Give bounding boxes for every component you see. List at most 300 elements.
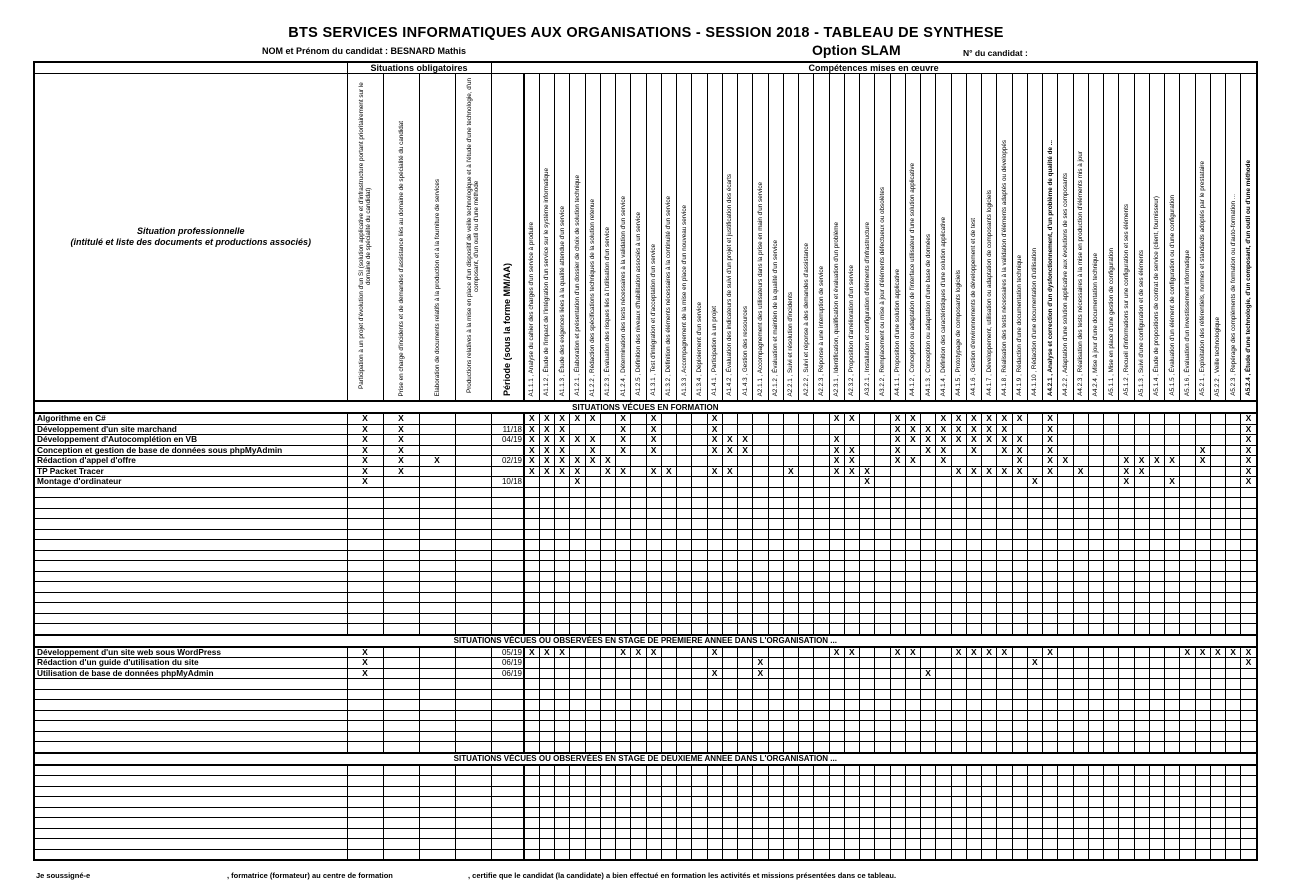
competence-cell[interactable]	[860, 435, 875, 446]
competence-cell[interactable]	[905, 668, 920, 679]
competence-cell[interactable]	[799, 786, 814, 797]
competence-cell[interactable]	[600, 435, 615, 446]
competence-cell[interactable]	[997, 721, 1012, 732]
competence-cell[interactable]	[1073, 508, 1088, 519]
competence-cell[interactable]	[753, 582, 768, 593]
competence-cell[interactable]	[600, 828, 615, 839]
competence-cell[interactable]	[783, 435, 798, 446]
competence-cell[interactable]	[1058, 508, 1073, 519]
competence-cell[interactable]	[1119, 658, 1134, 669]
competence-cell[interactable]	[661, 786, 676, 797]
period-cell[interactable]: 06/19	[491, 668, 524, 679]
competence-cell[interactable]	[875, 571, 890, 582]
competence-cell[interactable]	[539, 742, 554, 753]
competence-cell[interactable]	[1119, 435, 1134, 446]
competence-cell[interactable]	[799, 487, 814, 498]
competence-cell[interactable]	[1134, 776, 1149, 787]
competence-cell[interactable]	[1073, 828, 1088, 839]
competence-cell[interactable]	[982, 742, 997, 753]
competence-cell[interactable]	[692, 721, 707, 732]
situation-cell[interactable]	[455, 849, 491, 860]
competence-cell[interactable]	[814, 477, 829, 488]
competence-cell[interactable]	[936, 540, 951, 551]
competence-cell[interactable]	[738, 786, 753, 797]
competence-cell[interactable]	[1134, 487, 1149, 498]
competence-cell[interactable]	[600, 529, 615, 540]
competence-cell[interactable]	[585, 839, 600, 850]
competence-cell[interactable]	[1241, 571, 1257, 582]
competence-cell[interactable]: X	[951, 424, 966, 435]
competence-cell[interactable]	[1180, 571, 1195, 582]
competence-cell[interactable]	[753, 776, 768, 787]
competence-cell[interactable]	[799, 689, 814, 700]
competence-cell[interactable]	[783, 786, 798, 797]
competence-cell[interactable]	[631, 807, 646, 818]
competence-cell[interactable]	[1073, 786, 1088, 797]
competence-cell[interactable]	[890, 765, 905, 776]
competence-cell[interactable]: X	[722, 445, 737, 456]
situation-cell[interactable]	[455, 508, 491, 519]
competence-cell[interactable]	[814, 613, 829, 624]
competence-cell[interactable]	[860, 582, 875, 593]
competence-cell[interactable]	[951, 742, 966, 753]
competence-cell[interactable]	[722, 508, 737, 519]
situation-cell[interactable]	[455, 689, 491, 700]
competence-cell[interactable]	[814, 508, 829, 519]
competence-cell[interactable]	[707, 592, 722, 603]
competence-cell[interactable]	[814, 435, 829, 446]
competence-cell[interactable]	[1241, 498, 1257, 509]
competence-cell[interactable]	[997, 818, 1012, 829]
competence-cell[interactable]	[814, 529, 829, 540]
competence-cell[interactable]	[905, 828, 920, 839]
competence-cell[interactable]	[966, 624, 981, 635]
competence-cell[interactable]	[1241, 849, 1257, 860]
competence-cell[interactable]	[997, 477, 1012, 488]
competence-cell[interactable]	[1058, 807, 1073, 818]
competence-cell[interactable]	[1027, 721, 1042, 732]
competence-cell[interactable]: X	[1241, 456, 1257, 467]
competence-cell[interactable]	[570, 519, 585, 530]
competence-cell[interactable]	[844, 765, 859, 776]
situation-cell[interactable]	[419, 613, 455, 624]
competence-cell[interactable]	[1058, 849, 1073, 860]
competence-cell[interactable]	[1134, 721, 1149, 732]
competence-cell[interactable]	[799, 624, 814, 635]
competence-cell[interactable]: X	[951, 647, 966, 658]
competence-cell[interactable]	[1210, 592, 1225, 603]
competence-cell[interactable]	[524, 550, 539, 561]
competence-cell[interactable]	[1149, 445, 1164, 456]
competence-cell[interactable]	[1104, 529, 1119, 540]
situation-cell[interactable]	[419, 765, 455, 776]
situation-cell[interactable]	[455, 561, 491, 572]
competence-cell[interactable]	[921, 466, 936, 477]
competence-cell[interactable]	[1119, 540, 1134, 551]
competence-cell[interactable]	[875, 519, 890, 530]
competence-cell[interactable]	[1180, 424, 1195, 435]
competence-cell[interactable]	[1149, 424, 1164, 435]
period-cell[interactable]: 06/19	[491, 658, 524, 669]
competence-cell[interactable]	[829, 807, 844, 818]
competence-cell[interactable]	[890, 529, 905, 540]
competence-cell[interactable]	[1195, 797, 1210, 808]
competence-cell[interactable]	[936, 624, 951, 635]
competence-cell[interactable]	[539, 689, 554, 700]
competence-cell[interactable]	[707, 721, 722, 732]
competence-cell[interactable]	[890, 519, 905, 530]
competence-cell[interactable]: X	[905, 413, 920, 424]
competence-cell[interactable]: X	[1027, 658, 1042, 669]
competence-cell[interactable]	[600, 765, 615, 776]
competence-cell[interactable]	[1012, 477, 1027, 488]
competence-cell[interactable]	[1104, 721, 1119, 732]
competence-cell[interactable]	[600, 797, 615, 808]
competence-cell[interactable]	[1195, 624, 1210, 635]
competence-cell[interactable]: X	[616, 413, 631, 424]
competence-cell[interactable]	[661, 445, 676, 456]
competence-cell[interactable]	[966, 508, 981, 519]
period-cell[interactable]	[491, 828, 524, 839]
competence-cell[interactable]	[555, 731, 570, 742]
competence-cell[interactable]	[692, 786, 707, 797]
competence-cell[interactable]	[616, 786, 631, 797]
competence-cell[interactable]	[799, 776, 814, 787]
competence-cell[interactable]: X	[844, 445, 859, 456]
competence-cell[interactable]	[844, 540, 859, 551]
situation-cell[interactable]	[419, 477, 455, 488]
competence-cell[interactable]	[1195, 435, 1210, 446]
competence-cell[interactable]	[921, 721, 936, 732]
competence-cell[interactable]	[1180, 839, 1195, 850]
competence-cell[interactable]	[768, 710, 783, 721]
competence-cell[interactable]	[661, 550, 676, 561]
competence-cell[interactable]	[1058, 435, 1073, 446]
competence-cell[interactable]	[905, 765, 920, 776]
competence-cell[interactable]	[982, 456, 997, 467]
competence-cell[interactable]	[1088, 849, 1103, 860]
competence-cell[interactable]	[768, 435, 783, 446]
competence-cell[interactable]	[539, 700, 554, 711]
situation-cell[interactable]	[383, 477, 419, 488]
competence-cell[interactable]	[1088, 742, 1103, 753]
competence-cell[interactable]	[677, 445, 692, 456]
competence-cell[interactable]	[524, 742, 539, 753]
situation-cell[interactable]	[455, 710, 491, 721]
competence-cell[interactable]: X	[646, 445, 661, 456]
competence-cell[interactable]: X	[616, 647, 631, 658]
situation-label[interactable]: Développement d'un site web sous WordPress	[34, 647, 347, 658]
competence-cell[interactable]	[1195, 592, 1210, 603]
competence-cell[interactable]	[646, 540, 661, 551]
situation-cell[interactable]	[383, 731, 419, 742]
competence-cell[interactable]	[966, 797, 981, 808]
competence-cell[interactable]	[1043, 519, 1058, 530]
competence-cell[interactable]	[982, 550, 997, 561]
competence-cell[interactable]	[555, 818, 570, 829]
competence-cell[interactable]	[1119, 561, 1134, 572]
competence-cell[interactable]	[875, 776, 890, 787]
competence-cell[interactable]: X	[921, 445, 936, 456]
competence-cell[interactable]	[1012, 849, 1027, 860]
competence-cell[interactable]	[1104, 487, 1119, 498]
competence-cell[interactable]	[921, 550, 936, 561]
competence-cell[interactable]	[707, 519, 722, 530]
competence-cell[interactable]	[829, 839, 844, 850]
competence-cell[interactable]	[814, 742, 829, 753]
competence-cell[interactable]	[1104, 731, 1119, 742]
competence-cell[interactable]	[1226, 700, 1241, 711]
competence-cell[interactable]	[875, 613, 890, 624]
competence-cell[interactable]	[585, 592, 600, 603]
competence-cell[interactable]	[585, 710, 600, 721]
competence-cell[interactable]	[921, 797, 936, 808]
competence-cell[interactable]	[875, 540, 890, 551]
competence-cell[interactable]	[936, 828, 951, 839]
competence-cell[interactable]	[1058, 700, 1073, 711]
situation-cell[interactable]: X	[383, 424, 419, 435]
competence-cell[interactable]: X	[555, 435, 570, 446]
competence-cell[interactable]	[1104, 839, 1119, 850]
competence-cell[interactable]	[860, 689, 875, 700]
competence-cell[interactable]	[1165, 797, 1180, 808]
competence-cell[interactable]	[860, 765, 875, 776]
competence-cell[interactable]	[905, 487, 920, 498]
competence-cell[interactable]	[829, 797, 844, 808]
competence-cell[interactable]	[1012, 797, 1027, 808]
competence-cell[interactable]	[1134, 647, 1149, 658]
competence-cell[interactable]	[1012, 700, 1027, 711]
competence-cell[interactable]	[616, 807, 631, 818]
competence-cell[interactable]	[1058, 731, 1073, 742]
competence-cell[interactable]	[1210, 624, 1225, 635]
competence-cell[interactable]	[1027, 647, 1042, 658]
competence-cell[interactable]	[646, 839, 661, 850]
competence-cell[interactable]	[524, 710, 539, 721]
competence-cell[interactable]	[555, 550, 570, 561]
competence-cell[interactable]	[570, 508, 585, 519]
competence-cell[interactable]	[646, 487, 661, 498]
competence-cell[interactable]	[1058, 466, 1073, 477]
period-cell[interactable]	[491, 721, 524, 732]
competence-cell[interactable]	[600, 498, 615, 509]
competence-cell[interactable]	[799, 582, 814, 593]
competence-cell[interactable]	[982, 592, 997, 603]
competence-cell[interactable]	[921, 582, 936, 593]
competence-cell[interactable]	[707, 658, 722, 669]
competence-cell[interactable]	[1058, 689, 1073, 700]
competence-cell[interactable]	[875, 603, 890, 614]
competence-cell[interactable]	[677, 508, 692, 519]
competence-cell[interactable]	[692, 647, 707, 658]
competence-cell[interactable]	[921, 658, 936, 669]
situation-cell[interactable]	[347, 592, 383, 603]
competence-cell[interactable]	[1104, 818, 1119, 829]
competence-cell[interactable]	[1149, 647, 1164, 658]
competence-cell[interactable]	[524, 765, 539, 776]
competence-cell[interactable]	[585, 529, 600, 540]
competence-cell[interactable]	[829, 742, 844, 753]
competence-cell[interactable]	[1226, 561, 1241, 572]
competence-cell[interactable]	[1165, 424, 1180, 435]
competence-cell[interactable]	[1119, 849, 1134, 860]
competence-cell[interactable]	[1241, 613, 1257, 624]
competence-cell[interactable]	[1073, 592, 1088, 603]
competence-cell[interactable]	[997, 561, 1012, 572]
competence-cell[interactable]	[982, 529, 997, 540]
competence-cell[interactable]	[860, 658, 875, 669]
competence-cell[interactable]	[1043, 550, 1058, 561]
competence-cell[interactable]	[661, 731, 676, 742]
competence-cell[interactable]	[768, 508, 783, 519]
competence-cell[interactable]: X	[585, 456, 600, 467]
competence-cell[interactable]	[722, 797, 737, 808]
situation-cell[interactable]	[455, 613, 491, 624]
competence-cell[interactable]	[814, 818, 829, 829]
competence-cell[interactable]	[768, 477, 783, 488]
period-cell[interactable]	[491, 466, 524, 477]
competence-cell[interactable]	[1149, 519, 1164, 530]
situation-cell[interactable]	[347, 540, 383, 551]
competence-cell[interactable]	[890, 742, 905, 753]
competence-cell[interactable]	[1027, 561, 1042, 572]
competence-cell[interactable]	[921, 624, 936, 635]
competence-cell[interactable]	[1058, 603, 1073, 614]
competence-cell[interactable]	[799, 456, 814, 467]
competence-cell[interactable]	[1058, 529, 1073, 540]
period-cell[interactable]	[491, 797, 524, 808]
competence-cell[interactable]	[738, 807, 753, 818]
situation-cell[interactable]	[455, 731, 491, 742]
competence-cell[interactable]	[1012, 540, 1027, 551]
competence-cell[interactable]: X	[555, 424, 570, 435]
competence-cell[interactable]	[768, 849, 783, 860]
competence-cell[interactable]	[616, 731, 631, 742]
competence-cell[interactable]	[738, 818, 753, 829]
competence-cell[interactable]	[966, 519, 981, 530]
competence-cell[interactable]	[1241, 624, 1257, 635]
competence-cell[interactable]: X	[539, 466, 554, 477]
competence-cell[interactable]	[692, 477, 707, 488]
competence-cell[interactable]	[783, 668, 798, 679]
competence-cell[interactable]	[753, 624, 768, 635]
competence-cell[interactable]	[768, 818, 783, 829]
competence-cell[interactable]	[555, 529, 570, 540]
competence-cell[interactable]	[677, 519, 692, 530]
competence-cell[interactable]	[1088, 529, 1103, 540]
competence-cell[interactable]	[829, 668, 844, 679]
competence-cell[interactable]	[905, 839, 920, 850]
competence-cell[interactable]	[1241, 776, 1257, 787]
competence-cell[interactable]	[860, 742, 875, 753]
competence-cell[interactable]	[905, 561, 920, 572]
competence-cell[interactable]	[951, 519, 966, 530]
competence-cell[interactable]	[753, 710, 768, 721]
competence-cell[interactable]	[738, 668, 753, 679]
competence-cell[interactable]	[799, 561, 814, 572]
competence-cell[interactable]	[753, 765, 768, 776]
competence-cell[interactable]	[860, 797, 875, 808]
competence-cell[interactable]	[875, 818, 890, 829]
competence-cell[interactable]: X	[661, 466, 676, 477]
competence-cell[interactable]: X	[966, 424, 981, 435]
period-cell[interactable]: 02/19	[491, 456, 524, 467]
competence-cell[interactable]	[1119, 689, 1134, 700]
competence-cell[interactable]	[707, 700, 722, 711]
situation-label[interactable]: Rédaction d'un guide d'utilisation du site	[34, 658, 347, 669]
competence-cell[interactable]	[646, 658, 661, 669]
competence-cell[interactable]	[1195, 603, 1210, 614]
competence-cell[interactable]	[875, 742, 890, 753]
competence-cell[interactable]	[1027, 498, 1042, 509]
competence-cell[interactable]	[814, 710, 829, 721]
situation-cell[interactable]	[455, 582, 491, 593]
competence-cell[interactable]	[631, 613, 646, 624]
competence-cell[interactable]	[814, 603, 829, 614]
competence-cell[interactable]	[829, 849, 844, 860]
competence-cell[interactable]	[585, 797, 600, 808]
competence-cell[interactable]	[814, 487, 829, 498]
competence-cell[interactable]	[905, 710, 920, 721]
competence-cell[interactable]	[661, 603, 676, 614]
competence-cell[interactable]	[966, 689, 981, 700]
competence-cell[interactable]	[738, 828, 753, 839]
competence-cell[interactable]	[1073, 647, 1088, 658]
competence-cell[interactable]	[1012, 624, 1027, 635]
competence-cell[interactable]	[1226, 828, 1241, 839]
competence-cell[interactable]	[585, 647, 600, 658]
competence-cell[interactable]	[814, 765, 829, 776]
competence-cell[interactable]	[936, 797, 951, 808]
competence-cell[interactable]	[1165, 765, 1180, 776]
situation-cell[interactable]	[383, 571, 419, 582]
competence-cell[interactable]	[600, 519, 615, 530]
competence-cell[interactable]	[1043, 679, 1058, 690]
competence-cell[interactable]	[585, 603, 600, 614]
situation-cell[interactable]	[347, 700, 383, 711]
competence-cell[interactable]	[905, 466, 920, 477]
competence-cell[interactable]	[707, 786, 722, 797]
competence-cell[interactable]	[1180, 487, 1195, 498]
competence-cell[interactable]	[921, 807, 936, 818]
competence-cell[interactable]: X	[951, 435, 966, 446]
competence-cell[interactable]	[1104, 710, 1119, 721]
competence-cell[interactable]	[1149, 849, 1164, 860]
competence-cell[interactable]	[707, 624, 722, 635]
situation-label[interactable]: Rédaction d'appel d'offre	[34, 456, 347, 467]
competence-cell[interactable]	[783, 456, 798, 467]
competence-cell[interactable]	[524, 487, 539, 498]
competence-cell[interactable]	[692, 710, 707, 721]
competence-cell[interactable]	[1012, 487, 1027, 498]
competence-cell[interactable]	[1210, 550, 1225, 561]
competence-cell[interactable]	[799, 477, 814, 488]
competence-cell[interactable]	[799, 742, 814, 753]
situation-cell[interactable]: X	[347, 658, 383, 669]
competence-cell[interactable]	[783, 679, 798, 690]
competence-cell[interactable]	[936, 721, 951, 732]
competence-cell[interactable]	[1241, 550, 1257, 561]
competence-cell[interactable]	[1043, 658, 1058, 669]
competence-cell[interactable]	[1104, 786, 1119, 797]
competence-cell[interactable]	[1241, 828, 1257, 839]
competence-cell[interactable]	[692, 445, 707, 456]
competence-cell[interactable]: X	[1119, 456, 1134, 467]
competence-cell[interactable]	[1210, 445, 1225, 456]
competence-cell[interactable]	[875, 828, 890, 839]
competence-cell[interactable]: X	[555, 456, 570, 467]
period-cell[interactable]	[491, 765, 524, 776]
